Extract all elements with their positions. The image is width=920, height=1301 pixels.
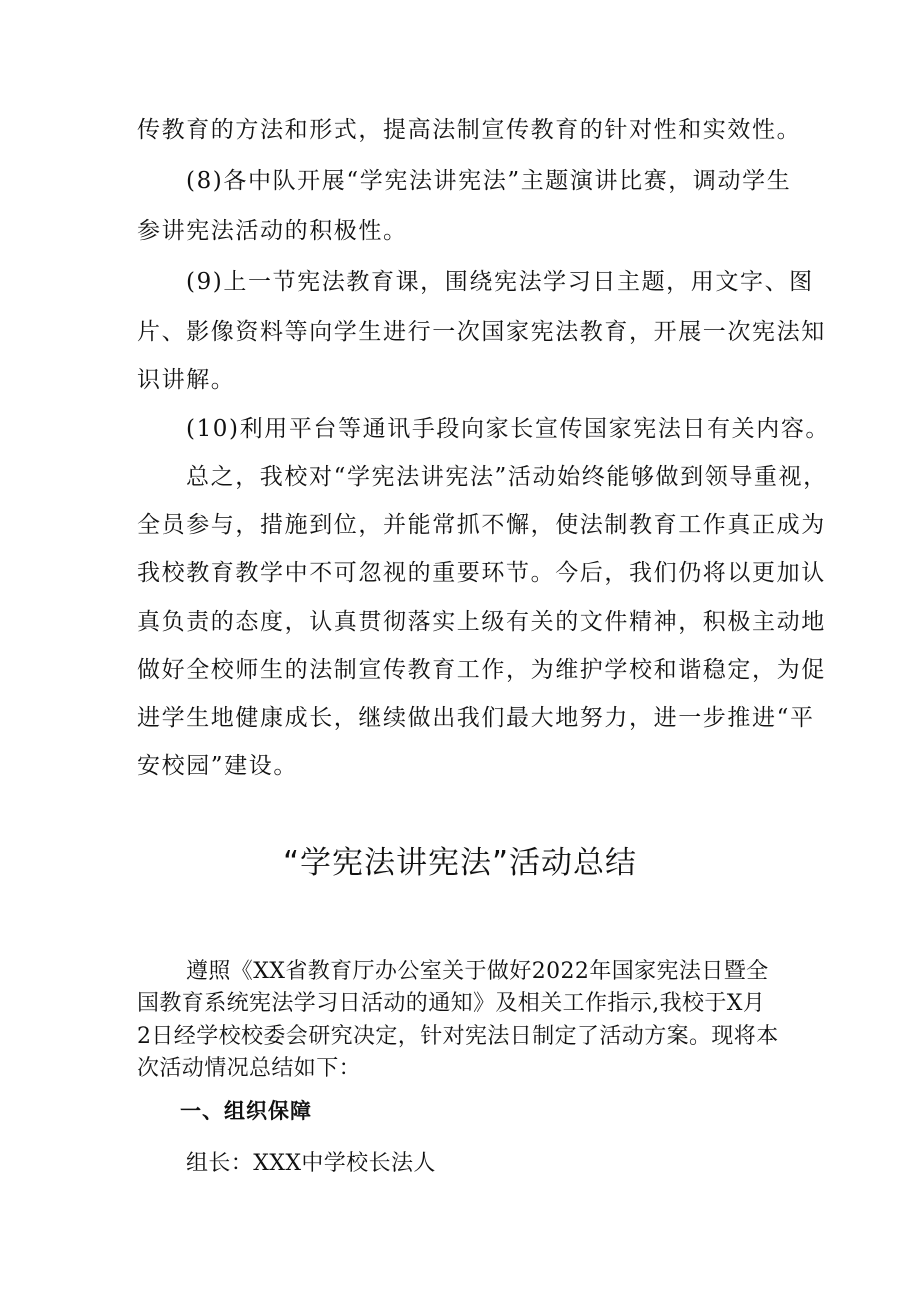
intro-line: 国教育系统宪法学习日活动的通知》及相关工作指示,我校于X月	[137, 991, 766, 1016]
intro-line: 遵照《XX省教育厅办公室关于做好2022年国家宪法日暨全	[186, 959, 769, 984]
paragraph-line: 我校教育教学中不可忽视的重要环节。今后，我们仍将以更加认	[137, 560, 826, 586]
paragraph-line: 传教育的方法和形式，提高法制宣传教育的针对性和实效性。	[137, 117, 802, 143]
paragraph-line: 真负责的态度，认真贯彻落实上级有关的文件精神，积极主动地	[137, 609, 826, 635]
paragraph-line: 全员参与，措施到位，并能常抓不懈，使法制教育工作真正成为	[137, 512, 826, 538]
paragraph-line: (8)各中队开展“学宪法讲宪法”主题演讲比赛，调动学生	[186, 168, 792, 194]
leader-line: 组长：XXX中学校长法人	[186, 1151, 436, 1176]
paragraph-line: (10)利用平台等通讯手段向家长宣传国家宪法日有关内容。	[186, 416, 831, 442]
paragraph-line: 片、影像资料等向学生进行一次国家宪法教育，开展一次宪法知	[137, 319, 826, 345]
paragraph-line: (9)上一节宪法教育课，围绕宪法学习日主题，用文字、图	[186, 269, 814, 295]
paragraph-line: 识讲解。	[137, 367, 236, 393]
paragraph-line: 总之，我校对“学宪法讲宪法”活动始终能够做到领导重视，	[186, 464, 828, 490]
intro-line: 2日经学校校委会研究决定，针对宪法日制定了活动方案。现将本	[137, 1024, 779, 1049]
section-heading: 一、组织保障	[180, 1099, 312, 1123]
paragraph-line: 参讲宪法活动的积极性。	[137, 218, 408, 244]
paragraph-line: 做好全校师生的法制宣传教育工作，为维护学校和谐稳定，为促	[137, 657, 826, 683]
intro-line: 次活动情况总结如下：	[137, 1056, 362, 1081]
paragraph-line: 安校园”建设。	[137, 753, 298, 779]
paragraph-line: 进学生地健康成长，继续做出我们最大地努力，进一步推进“平	[137, 705, 815, 731]
document-title: “学宪法讲宪法”活动总结	[282, 845, 638, 881]
